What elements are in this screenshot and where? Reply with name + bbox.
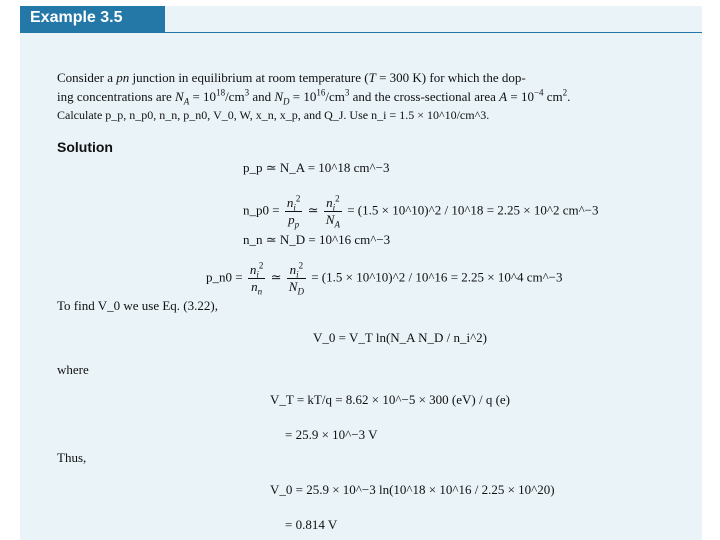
equation-pn0-fraction-2: [287, 262, 306, 295]
equation-nn: n_n ≃ N_D = 10^16 cm^−3: [243, 232, 391, 247]
problem-line-2: [57, 87, 681, 106]
text: $n_i^2$: [324, 195, 342, 212]
text: D: [283, 96, 290, 107]
equation-pn0-fraction: [248, 262, 266, 295]
text: $n_n$: [251, 279, 263, 297]
text: = 10: [289, 89, 317, 104]
text: Consider a: [57, 70, 117, 85]
text: ing concentrations are: [57, 89, 176, 104]
equation-pn0-result: = 2.25 × 10^4 cm^−3: [450, 269, 563, 285]
text: and: [249, 89, 275, 104]
text: 3: [344, 87, 350, 98]
equation-np0-result: = 2.25 × 10^2 cm^−3: [486, 202, 599, 218]
text: and the cross-sectional area: [349, 89, 500, 104]
text: $n_i^2$: [286, 193, 301, 213]
problem-line-1: [57, 68, 681, 87]
solution-heading: Solution: [57, 139, 113, 155]
equation-np0: n_p0 = $\frac{n_i^2}{p_p}$ ≃ $\frac{n_i^2}{N_A}$ = (1.5 × 10^10)^2 / 10^18 = 2.25 × 10^2 cm^−3: [243, 193, 599, 230]
text: 16: [316, 87, 326, 98]
text: $n_i^2$: [287, 262, 306, 279]
thus-text: Thus,: [57, 450, 87, 465]
equation-pn0-lhs: p_n0 =: [206, 269, 243, 285]
equation-pn0: p_n0 = $\frac{n_i^2}{n_n}$ ≃ $\frac{n_i^2}{N_D}$ = (1.5 × 10^10)^2 / 10^16 = 2.25 × 10^4 cm^−3: [206, 260, 563, 297]
equation-np0-value: (1.5 × 10^10)^2 / 10^18: [357, 202, 484, 218]
text: $n_i^2$: [249, 260, 264, 280]
equation-v0: V_0 = 25.9 × 10^−3 ln(10^18 × 10^16 / 2.25 × 10^20): [270, 482, 555, 497]
text: A: [183, 96, 190, 107]
equation-vt-result: = 25.9 × 10^−3 V: [285, 427, 378, 442]
equation-pp: p_p ≃ N_A = 10^18 cm^−3: [243, 160, 390, 175]
text: = 10: [507, 89, 534, 104]
text: pn: [116, 70, 130, 85]
equation-pn0-value: (1.5 × 10^10)^2 / 10^16: [321, 269, 448, 285]
text: /cm: [325, 89, 345, 104]
equation-v0-formula: V_0 = V_T ln(N_A N_D / n_i^2): [313, 330, 488, 345]
example-title: Example 3.5: [30, 9, 123, 26]
text: $N_D$: [288, 279, 304, 297]
text: 18: [216, 87, 226, 98]
equation-np0-fraction: [285, 195, 303, 228]
text: −4: [533, 87, 544, 98]
text: T: [368, 70, 376, 85]
problem-statement: [57, 68, 681, 125]
equation-np0-lhs: n_p0 =: [243, 202, 280, 218]
text: = 300 K) for which the dop-: [375, 70, 526, 85]
text: cm: [543, 89, 563, 104]
equation-np0-fraction-2: [324, 195, 342, 228]
header-rule: [165, 32, 702, 33]
find-v0-text: To find V_0 we use Eq. (3.22),: [57, 298, 218, 313]
text: $p_p$: [288, 212, 300, 230]
text: /cm: [225, 89, 245, 104]
text: 3: [244, 87, 250, 98]
text: N: [175, 89, 184, 104]
problem-line-3: Calculate p_p, n_p0, n_n, p_n0, V_0, W, x_n, x_p, and Q_J. Use n_i = 1.5 × 10^10/cm^3.: [57, 108, 490, 122]
text: N: [274, 89, 284, 104]
text: junction in equilibrium at room temperature (: [129, 70, 369, 85]
text: .: [567, 89, 571, 104]
text: 2: [562, 87, 568, 98]
text: A: [499, 89, 508, 104]
where-text: where: [57, 362, 89, 377]
equation-v0-result: = 0.814 V: [285, 517, 338, 532]
text: $N_A$: [325, 212, 340, 230]
equation-vt: V_T = kT/q = 8.62 × 10^−5 × 300 (eV) / q (e): [270, 392, 511, 407]
text: = 10: [189, 89, 217, 104]
